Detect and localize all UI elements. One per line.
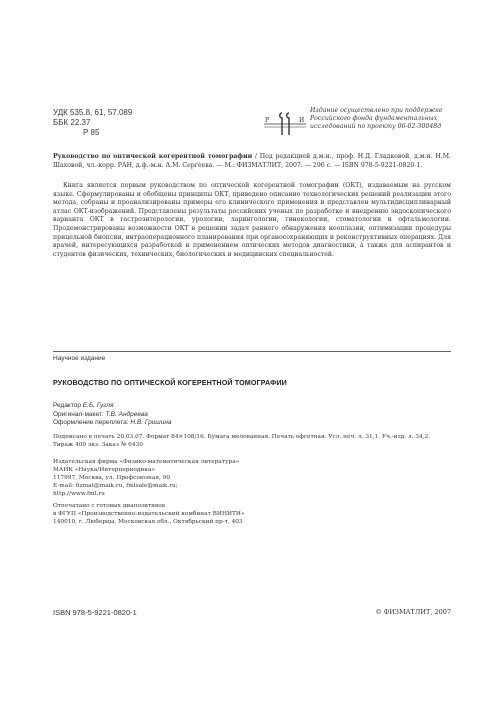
rffi-line: Российского фонда фундаментальных: [310, 115, 438, 122]
print-info: [53, 433, 430, 449]
book-title: Руководство по оптической когерентной томографии: [53, 153, 253, 160]
rffi-logo-icon: [262, 109, 308, 139]
imprint-title: РУКОВОДСТВО ПО ОПТИЧЕСКОЙ КОГЕРЕНТНОЙ ТОМОГРАФИИ: [53, 378, 287, 387]
publisher-line: E-mail: fizmat@maik.ru, fmlsale@maik.ru;: [53, 483, 178, 489]
svg-text:И: И: [299, 117, 305, 124]
credits: [53, 402, 172, 428]
credit-name: Е.Б. Гугля: [82, 402, 114, 409]
classification-block: [53, 108, 132, 138]
printer-line: Отпечатано с готовых диапозитивов: [53, 503, 166, 509]
divider: [53, 351, 451, 352]
rffi-line: исследований по проекту 06-02-30048д: [310, 123, 442, 130]
print-info-line: Тираж 400 экз. Заказ № 6430: [53, 442, 143, 448]
printer-info: [53, 502, 245, 526]
publisher-line: Издательская фирма «Физико-математическая литература»: [53, 459, 240, 465]
isbn: ISBN 978-5-9221-0820-1: [53, 608, 137, 617]
credit-role: Оригинал-макет:: [53, 410, 104, 418]
credit-editor: [53, 402, 172, 411]
credit-layout: [53, 411, 172, 420]
credit-name: Т.В. Андреева: [105, 410, 148, 418]
rffi-line: Издание осуществлено при поддержке: [310, 107, 443, 114]
publisher-info: [53, 458, 239, 498]
edition-type: Научное издание: [53, 355, 106, 362]
publisher-line: 117997, Москва, ул. Профсоюзная, 90: [53, 475, 171, 481]
copyright-notice: © ФИЗМАТЛИТ, 2007: [375, 608, 451, 616]
printer-line: 140010, г. Люберцы, Московская обл., Октябрьский пр-т, 403: [53, 519, 243, 525]
bibliographic-details: / Под редакцией д.м.н., проф. Н.Д. Гладковой, д.м.н. Н.М. Шаховой, чл.-корр. РАН, д.ф.-м.н. А.М. Сергеева. — М.: ФИЗМАТЛИТ, 2007. — 296 с. — ISBN 978-5-9221-0820-1.: [53, 153, 451, 169]
credit-role: Редактор: [53, 402, 81, 409]
publisher-line: МАИК «Наука/Интерпериодика»: [53, 467, 155, 473]
printer-line: в ФГУП «Производственно-издательский комбинат ВИНИТИ»: [53, 511, 245, 517]
publisher-line: http://www.fml.ru: [53, 491, 105, 497]
credit-name: Н.В. Гришина: [130, 419, 172, 427]
udc-code: УДК 535.8, 61, 57.089: [53, 108, 133, 117]
bbk-code: ББК 22.37: [53, 118, 91, 127]
annotation: Книга является первым руководством по оптической когерентной томографии (ОКТ), издаваемым на русском языке. Сформулированы и обобщены принципы ОКТ, приведено описание технологических решений реализации этого метода, собраны и проанализированы примеры его клинического применения и представлен мультидисциплинарный атлас ОКТ-изображений. Представлены результаты российских ученых по разработке и внедрению эндоскопического варианта ОКТ в гастроэнтерологии, урологии, ларингологии, гинекологии, стоматологии и офтальмологии. Продемонстрированы возможности ОКТ в решении задач раннего обнаружения неоплазии, оптимизации процедуры прицельной биопсии, интраоперационного планирования при органосохраняющих и реконструктивных операциях. Для врачей, интересующихся разработкой и применением оптических методов диагностики, а также для аспирантов и студентов физических, технических, биологических и медицинских специальностей.: [53, 182, 451, 258]
credit-cover: [53, 419, 172, 428]
bibliographic-record: [53, 153, 451, 170]
author-mark: Р 85: [83, 128, 100, 137]
rffi-support-text: [310, 107, 470, 131]
print-info-line: Подписано в печать 20.03.07. Формат 84×108/16. Бумага мелованная. Печать офсетная. Усл. печ. л. 31,1. Уч.-изд. л. 34,2.: [53, 434, 431, 440]
rffi-support-block: [262, 107, 462, 145]
credit-role: Оформление переплета:: [53, 419, 129, 427]
svg-text:Р: Р: [265, 117, 270, 124]
